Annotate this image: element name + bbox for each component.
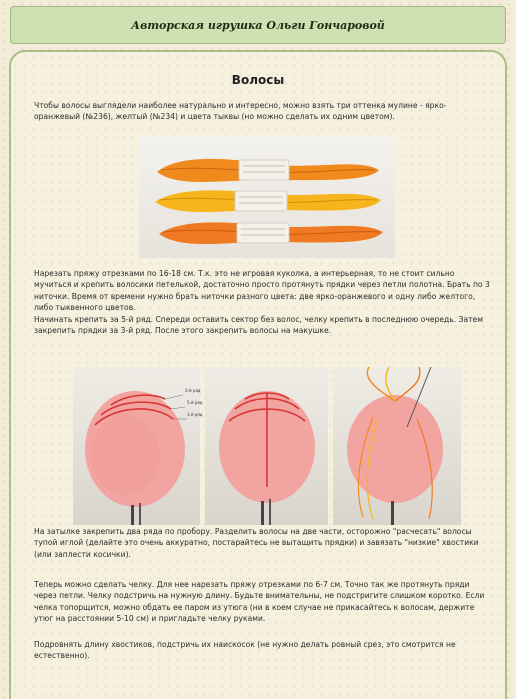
site-title: Авторская игрушка Ольги Гончаровой — [131, 18, 385, 32]
doll-head-side-photo — [73, 367, 200, 525]
doll-head-hair-photo — [333, 367, 461, 525]
trim-paragraph: Подровнять длину хвостиков, подстричь их наискосок (не нужно делать ровный срез, это смотрится не естественно). — [34, 640, 456, 661]
cutting-instructions — [34, 268, 490, 336]
yarn-skeins-photo — [139, 136, 395, 258]
row5-label: 5-й ряд — [187, 400, 203, 405]
tails-paragraph: На затылке закрепить два ряда по пробору. Разделить волосы на две части, осторожно "расчесать" волосы тупой иглой (делайте это очень аккуратно, постарайтесь не вытащить прядки) и завязать "низкие" хвостики (или заплести косички). — [34, 527, 479, 559]
doll-head-back-photo — [205, 367, 328, 525]
row3-label: 3-й ряд — [185, 388, 201, 393]
intro-paragraph: Чтобы волосы выглядели наиболее натурально и интересно, можно взять три оттенка мулине - ярко-оранжевый (№236), желтый (№234) и цвета тыквы (но можно сделать их одним цветом). — [34, 101, 447, 122]
attach-paragraph: Начинать крепить за 5-й ряд. Спереди оставить сектор без волос, челку крепить в последнюю очередь. Затем закрепить прядки за 3-й ряд. После этого закрепить волосы на макушке. — [34, 314, 483, 336]
section-title: Волосы — [231, 73, 285, 87]
bangs-paragraph: Теперь можно сделать челку. Для нее нарезать пряжу отрезками по 6-7 см. Точно так же протянуть пряди через петли. Челку подстричь на нужную длину. Будьте внимательны, не подстригите слишком коротко. Если челка топорщится, можно обдать ее паром из утюга (ни в коем случае не прикасайтесь к волосам, держите утюг на расстоянии 5-10 см) и пригладьте челку руками. — [34, 580, 485, 624]
content-card — [9, 50, 507, 699]
row1-label: 1-й ряд — [187, 412, 203, 417]
site-header — [10, 6, 506, 44]
cutting-paragraph: Нарезать пряжу отрезками по 16-18 см. Т.к. это не игровая куколка, а интерьерная, то не стоит сильно мучиться и крепить волосики петелькой, достаточно просто протянуть прядки через петли полотна. Брать по 3 ниточки. Время от времени нужно брать ниточки разного цвета: две ярко-оранжевого и одну либо желтого, либо тыквенного цветов. — [34, 269, 490, 313]
